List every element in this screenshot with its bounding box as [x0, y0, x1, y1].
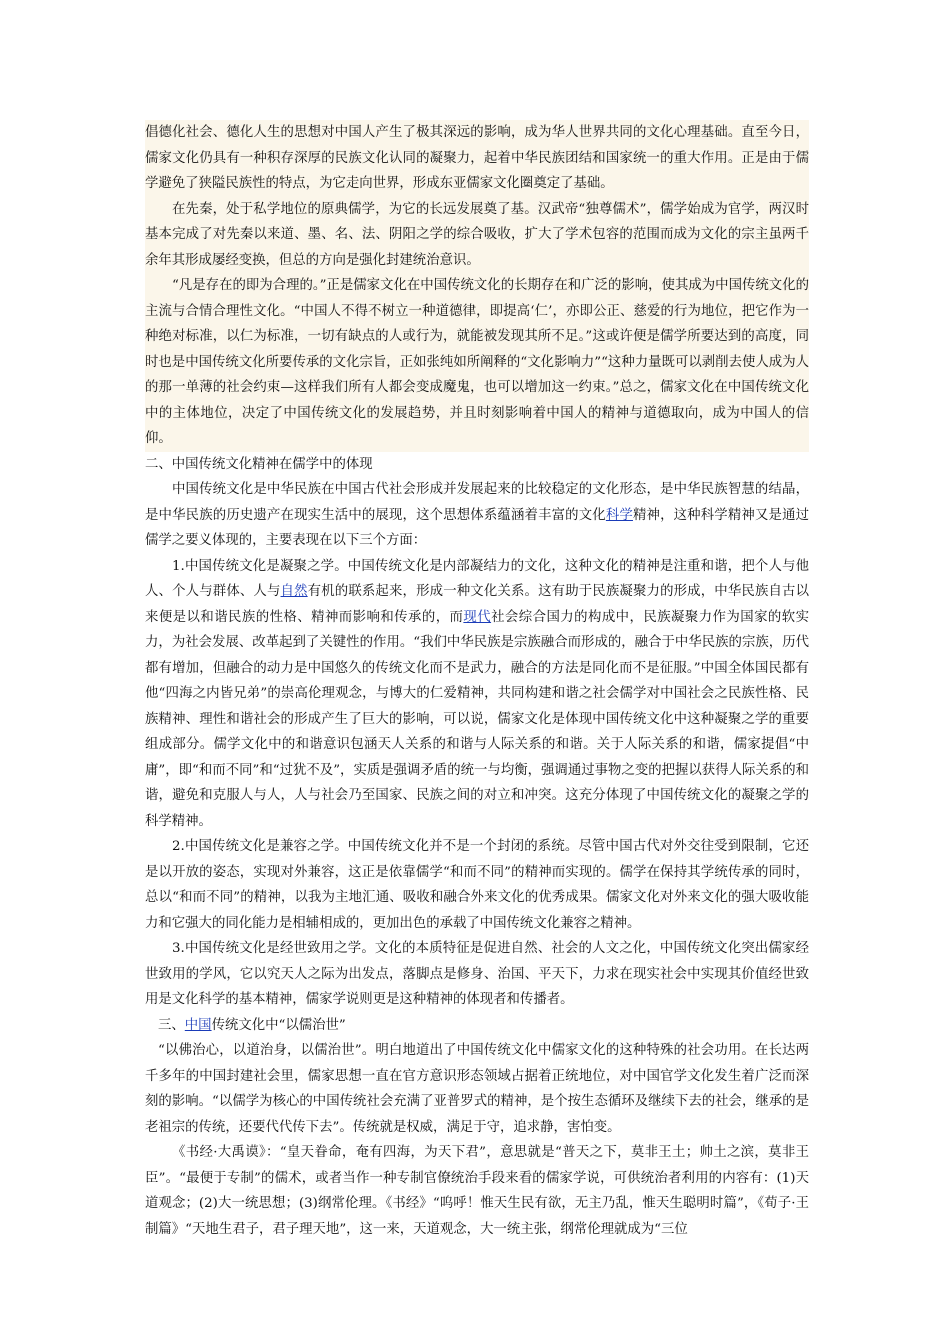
list-item: 2.中国传统文化是兼容之学。中国传统文化并不是一个封闭的系统。尽管中国古代对外交往受到限制，它还是以开放的姿态，实现对外兼容，这正是依靠儒学“和而不同”的精神而实现的。儒学在保持其学统传承的同时，总以“和而不同”的精神，以我为主地汇通、吸收和融合外来文化的优秀成果。儒家文化对外来文化的强大吸收能力和它强大的同化能力是相辅相成的，更加出色的承载了中国传统文化兼容之精神。 [145, 839, 809, 931]
paragraph [145, 477, 809, 554]
text-run: 1.中国传统文化是凝聚之学。中国传统文化是内部凝结力的文化，这种文化的精神是注重和谐，把个人与他人、个人与群体、人与 [145, 558, 809, 599]
paragraph: “凡是存在的即为合理的。”正是儒家文化在中国传统文化的长期存在和广泛的影响，使其成为中国传统文化的主流与合情合理性文化。“中国人不得不树立一种道德律，即提高‘仁’，亦即公正、慈爱的行为地位，把它作为一种绝对标准，以仁为标准，一切有缺点的人或行为，就能被发现其所不足。”这或许便是儒学所要达到的高度，同时也是中国传统文化所要传承的文化宗旨，正如张纯如所阐释的“文化影响力”“这种力量既可以剥削去使人成为人的那一单薄的社会约束—这样我们所有人都会变成魔鬼，也可以增加这一约束。”总之，儒家文化在中国传统文化中的主体地位，决定了中国传统文化的发展趋势，并且时刻影响着中国人的精神与道德取向，成为中国人的信仰。 [145, 278, 809, 446]
paragraph: “以佛治心，以道治身，以儒治世”。明白地道出了中国传统文化中儒家文化的这种特殊的社会功用。在长达两千多年的中国封建社会里，儒家思想一直在官方意识形态领域占据着正统地位，对中国官学文化发生着广泛而深刻的影响。“以儒学为核心的中国传统社会充满了亚普罗式的精神，是个按生态循环及继续下去的社会，继承的是老祖宗的传统，还要代代传下去”。传统就是权威，满足于守，追求静，害怕变。 [145, 1043, 809, 1135]
link-nature[interactable]: 自然 [280, 584, 308, 599]
link-modern[interactable]: 现代 [463, 609, 492, 625]
text-run: 传统文化中“以儒治世” [211, 1017, 346, 1033]
document-page [145, 120, 809, 1242]
section-heading [145, 1013, 809, 1039]
list-item [145, 554, 809, 835]
paragraph: 在先秦，处于私学地位的原典儒学，为它的长远发展奠了基。汉武帝“独尊儒术”，儒学始成为官学，两汉时基本完成了对先秦以来道、墨、名、法、阴阳之学的综合吸收，扩大了学术包容的范围而成为文化的宗主虽两千余年其形成屡经变换，但总的方向是强化封建统治意识。 [145, 201, 809, 268]
paragraph: 倡德化社会、德化人生的思想对中国人产生了极其深远的影响，成为华人世界共同的文化心理基础。直至今日，儒家文化仍具有一种积存深厚的民族文化认同的凝聚力，起着中华民族团结和国家统一的重大作用。正是由于儒学避免了狭隘民族性的特点，为它走向世界，形成东亚儒家文化圈奠定了基础。 [145, 125, 809, 191]
highlighted-block [145, 120, 809, 452]
text-run: 有机的联系起来，形成一种文化关系。这有助于民族凝聚力的形成，中华民族自古以来便是以和谐民族的性格、精神而影响和传承的，而 [145, 584, 810, 625]
list-item: 3.中国传统文化是经世致用之学。文化的本质特征是促进自然、社会的人文之化，中国传统文化突出儒家经世致用的学风，它以究天人之际为出发点，落脚点是修身、治国、平天下，力求在现实社会中实现其价值经世致用是文化科学的基本精神，儒家学说则更是这种精神的体现者和传播者。 [145, 941, 809, 1007]
link-science[interactable]: 科学 [605, 507, 633, 523]
text-run: 精神，这种科学精神又是通过儒学之要义体现的，主要表现在以下三个方面： [145, 507, 810, 548]
paragraph: 《书经·大禹谟》：“皇天眷命，奄有四海，为天下君”，意思就是“普天之下，莫非王土；帅土之滨，莫非王臣”。“最便于专制”的儒术，或者当作一种专制官僚统治手段来看的儒家学说，可供统治者利用的内容有：(1)天道观念；(2)大一统思想；(3)纲常伦理。《书经》“呜呼！惟天生民有欲，无主乃乱，惟天生聪明时篇”，《荀子·王制篇》“天地生君子，君子理天地”，这一来，天道观念，大一统主张，纲常伦理就成为“三位 [145, 1145, 809, 1237]
link-china[interactable]: 中国 [184, 1017, 212, 1033]
text-run: 社会综合国力的构成中，民族凝聚力作为国家的软实力，为社会发展、改革起到了关键性的作用。“我们中华民族是宗族融合而形成的，融合于中华民族的宗族，历代都有增加，但融合的动力是中国悠久的传统文化而不是武力，融合的方法是同化而不是征服。”中国全体国民都有他“四海之内皆兄弟”的崇高伦理观念，与博大的仁爱精神，共同构建和谐之社会儒学对中国社会之民族性格、民族精神、理性和谐社会的形成产生了巨大的影响，可以说，儒家文化是体现中国传统文化中这种凝聚之学的重要组成部分。儒学文化中的和谐意识包涵天人关系的和谐与人际关系的和谐。关于人际关系的和谐，儒家提倡“中庸”，即“和而不同”和“过犹不及”，实质是强调矛盾的统一与均衡，强调通过事物之变的把握以获得人际关系的和谐，避免和克服人与人，人与社会乃至国家、民族之间的对立和冲突。这充分体现了中国传统文化的凝聚之学的科学精神。 [145, 609, 810, 829]
section-heading: 二、中国传统文化精神在儒学中的体现 [145, 456, 373, 472]
text-run: 三、 [158, 1017, 185, 1033]
text-run: 中国传统文化是中华民族在中国古代社会形成并发展起来的比较稳定的文化形态，是中华民族智慧的结晶，是中华民族的历史遗产在现实生活中的展现，这个思想体系蕴涵着丰富的文化 [145, 482, 809, 523]
